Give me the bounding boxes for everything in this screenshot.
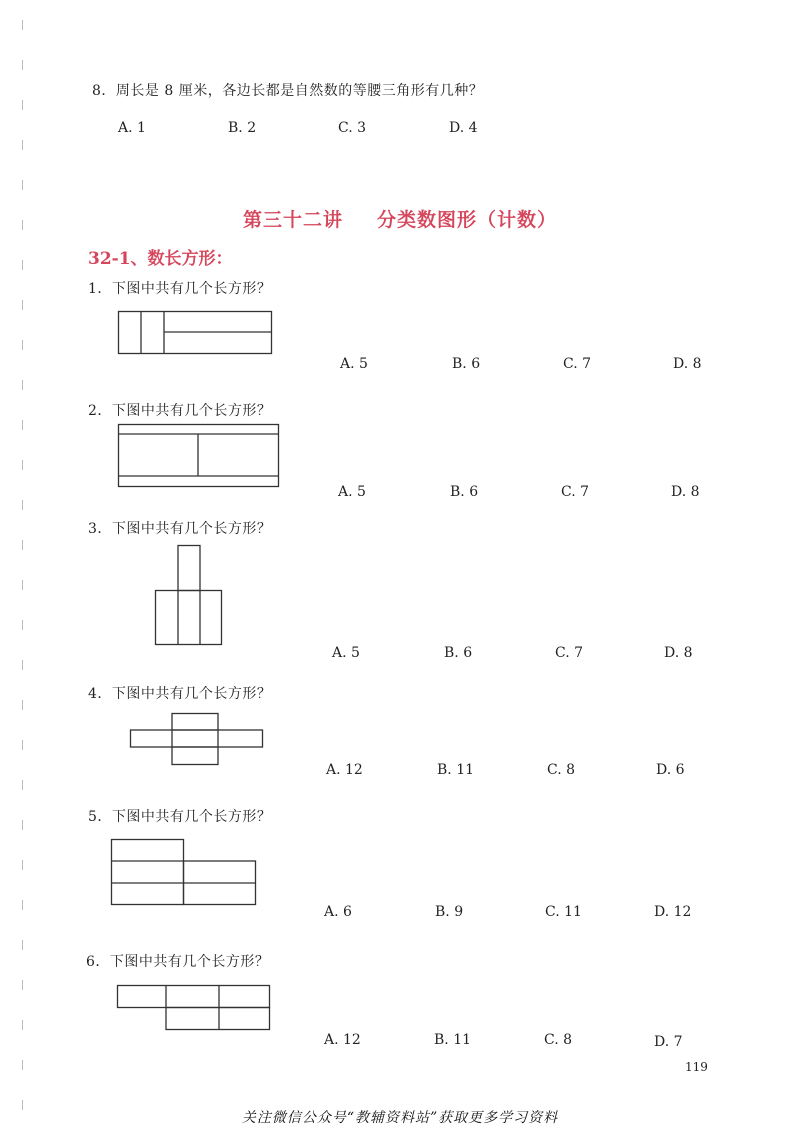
q8-option-d: D. 4 [449, 120, 478, 136]
question-5-figure [111, 839, 257, 906]
margin-tick [22, 300, 23, 310]
margin-tick [22, 500, 23, 510]
margin-tick [22, 1020, 23, 1030]
q4-option-d: D. 6 [656, 762, 685, 778]
margin-tick [22, 460, 23, 470]
question-6-text: 6．下图中共有几个长方形？ [86, 954, 270, 970]
lecture-number: 第三十二讲 [242, 209, 343, 231]
margin-tick [22, 340, 23, 350]
lecture-topic: 分类数图形（计数） [377, 209, 558, 231]
q4-option-b: B. 11 [437, 762, 475, 778]
question-3-figure [155, 545, 223, 646]
section-heading: 32-1、数长方形： [88, 249, 233, 269]
question-3-text: 3．下图中共有几个长方形？ [88, 521, 272, 537]
margin-tick [22, 60, 23, 70]
margin-tick [22, 820, 23, 830]
question-5-text: 5．下图中共有几个长方形？ [88, 809, 272, 825]
page-number: 119 [685, 1060, 708, 1074]
q2-option-d: D. 8 [671, 484, 700, 500]
margin-tick [22, 260, 23, 270]
q5-option-c: C. 11 [545, 904, 582, 920]
q5-option-a: A. 6 [324, 904, 352, 920]
margin-tick [22, 180, 23, 190]
question-1-figure [118, 311, 272, 355]
margin-tick [22, 380, 23, 390]
q3-option-b: B. 6 [444, 645, 473, 661]
margin-tick [22, 740, 23, 750]
binding-margin [22, 0, 28, 1131]
q1-option-d: D. 8 [673, 356, 702, 372]
q2-option-b: B. 6 [450, 484, 479, 500]
q1-option-c: C. 7 [563, 356, 592, 372]
margin-tick [22, 940, 23, 950]
q8-option-c: C. 3 [338, 120, 367, 136]
question-1-text: 1．下图中共有几个长方形？ [88, 281, 272, 297]
q5-option-b: B. 9 [435, 904, 464, 920]
q8-option-b: B. 2 [228, 120, 257, 136]
margin-tick [22, 780, 23, 790]
margin-tick [22, 1060, 23, 1070]
question-2-text: 2．下图中共有几个长方形？ [88, 403, 272, 419]
question-2-figure [118, 424, 279, 487]
q4-option-a: A. 12 [326, 762, 363, 778]
q6-option-c: C. 8 [544, 1032, 573, 1048]
q2-option-c: C. 7 [561, 484, 590, 500]
lecture-title [0, 205, 800, 232]
question-6-figure [117, 985, 271, 1031]
question-8-text: 8．周长是 8 厘米，各边长都是自然数的等腰三角形有几种？ [92, 83, 484, 99]
q1-option-a: A. 5 [340, 356, 368, 372]
q6-option-b: B. 11 [434, 1032, 472, 1048]
margin-tick [22, 860, 23, 870]
question-4-figure [130, 713, 264, 766]
q8-option-a: A. 1 [118, 120, 146, 136]
margin-tick [22, 20, 23, 30]
margin-tick [22, 580, 23, 590]
q2-option-a: A. 5 [338, 484, 366, 500]
margin-tick [22, 140, 23, 150]
margin-tick [22, 620, 23, 630]
q6-option-a: A. 12 [324, 1032, 361, 1048]
q3-option-a: A. 5 [332, 645, 360, 661]
margin-tick [22, 900, 23, 910]
margin-tick [22, 420, 23, 430]
margin-tick [22, 700, 23, 710]
margin-tick [22, 980, 23, 990]
question-4-text: 4．下图中共有几个长方形？ [88, 686, 272, 702]
q3-option-d: D. 8 [664, 645, 693, 661]
q6-option-d: D. 7 [654, 1034, 683, 1050]
q4-option-c: C. 8 [547, 762, 576, 778]
q1-option-b: B. 6 [452, 356, 481, 372]
margin-tick [22, 100, 23, 110]
q5-option-d: D. 12 [654, 904, 692, 920]
footer-note: 关注微信公众号“教辅资料站”获取更多学习资料 [241, 1110, 559, 1126]
margin-tick [22, 540, 23, 550]
margin-tick [22, 660, 23, 670]
q3-option-c: C. 7 [555, 645, 584, 661]
